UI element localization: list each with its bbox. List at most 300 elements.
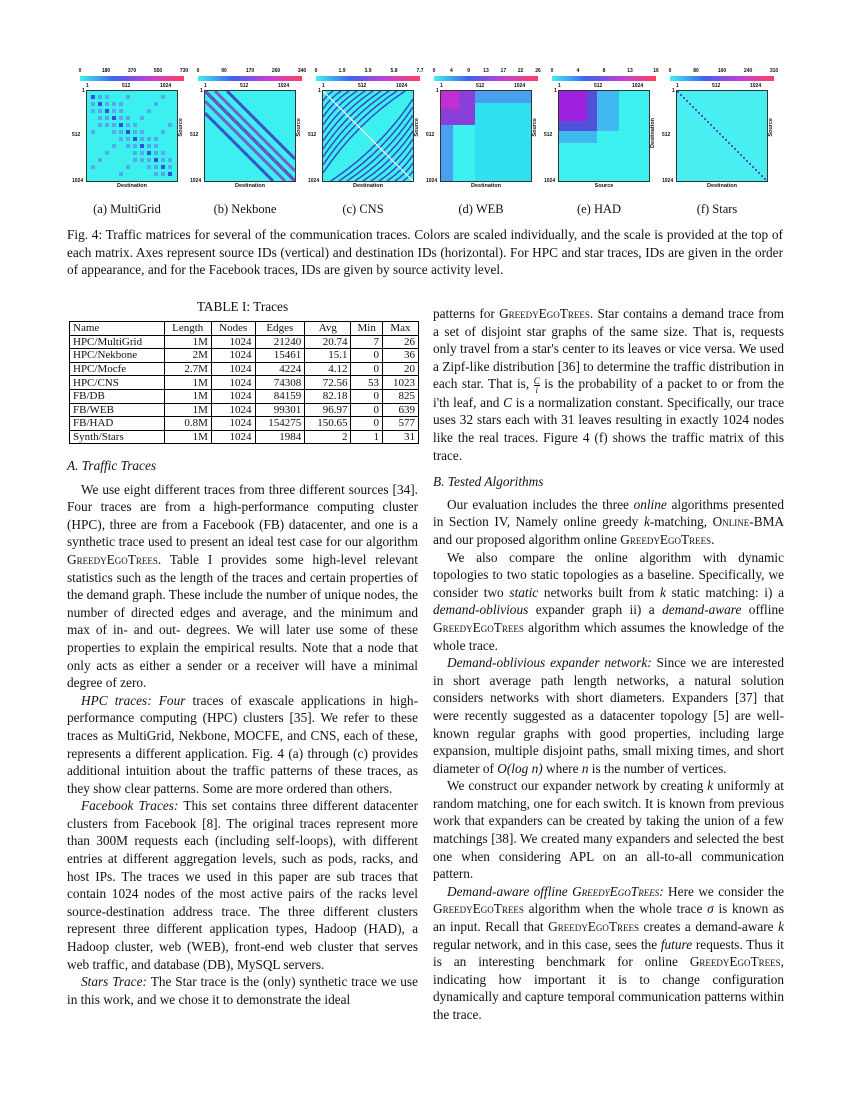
axis-tick-label: 1024: [72, 178, 84, 184]
text: regular network, and in this case, sees the: [433, 936, 661, 952]
colorbar-tick-label: 730: [179, 68, 189, 74]
paragraph-stars-continued: [433, 305, 784, 464]
axis-tick-label: 1: [318, 88, 321, 94]
text: static matching: i) a: [665, 584, 784, 600]
colorbar-tick-label: 16: [653, 68, 659, 74]
matrix-cell: [105, 109, 109, 113]
axis-tick-label: 1024: [544, 178, 556, 184]
math-symbol: σ: [707, 901, 714, 917]
run-in-heading: Demand-oblivious expander network:: [447, 655, 657, 671]
axis-tick-label: 1: [440, 83, 443, 89]
matrix-cell: [147, 165, 151, 169]
colorbar-tick-label: 180: [101, 68, 111, 74]
table-cell: 0: [351, 389, 382, 403]
colorbar: [314, 68, 424, 84]
matrix-cell: [728, 142, 730, 144]
table-cell: 82.18: [305, 389, 351, 403]
table-cell: 1M: [164, 403, 211, 417]
matrix-cell: [743, 157, 745, 159]
colorbar-tick-label: 240: [743, 68, 753, 74]
side-axis-label: Source: [296, 118, 302, 137]
axis-tick-label: 1: [436, 88, 439, 94]
matrix-cell: [168, 172, 172, 176]
column-header: Edges: [255, 322, 305, 336]
colorbar-tick-label: 3.9: [364, 68, 372, 74]
traffic-matrix-stars: [662, 68, 779, 196]
matrix-cell: [147, 158, 151, 162]
matrix-cell: [737, 151, 739, 153]
text: algorithm which assumes the knowledge of the whole trace.: [433, 619, 784, 653]
text: The Star trace is the (only) synthetic trace we use in this work, and we chose it to demonstrate the ideal: [67, 974, 418, 1007]
colorbar-tick-label: 4: [449, 68, 453, 74]
emphasis: future: [660, 936, 693, 952]
colorbar-tick-label: 13: [483, 68, 489, 74]
axis-tick-label: 1024: [396, 83, 408, 89]
axis-tick-label: 512: [72, 132, 81, 138]
math-symbol: k: [660, 584, 666, 600]
algorithm-name: GreedyEgoTrees: [548, 919, 639, 935]
bottom-axis-label: Destination: [353, 183, 383, 189]
colorbar-gradient: [80, 76, 184, 81]
algorithm-name: GreedyEgoTrees: [433, 619, 524, 635]
matrix-cell: [98, 102, 102, 106]
matrix-cell: [140, 130, 144, 134]
matrix-cell: [140, 116, 144, 120]
colorbar-tick-label: 9: [467, 68, 471, 74]
side-axis-label: Source: [178, 118, 184, 137]
matrix-cell: [140, 158, 144, 162]
traces-table: [69, 321, 419, 444]
algorithm-name: GreedyEgoTrees: [689, 954, 781, 970]
text: patterns for: [433, 306, 500, 321]
matrix-cell: [680, 94, 682, 96]
matrix-cell: [168, 158, 172, 162]
matrix-cell: [126, 95, 130, 99]
section-heading-tested-algorithms: B. Tested Algorithms: [433, 474, 544, 490]
column-header: Name: [70, 322, 165, 336]
matrix-cell: [161, 158, 165, 162]
table-cell: FB/HAD: [70, 417, 165, 431]
matrix-cell: [677, 91, 679, 93]
emphasis: online: [633, 496, 667, 512]
text: uniformly at random matching, one for each switch. It is known from previous work that expanders can be created by taking the union of a few matchings [38]. We created many expanders and selected the best one when considering APL on an all-to-all communication pattern.: [433, 778, 784, 882]
run-in-heading: Stars Trace:: [81, 974, 151, 990]
table-row: [70, 349, 419, 363]
table-cell: 1024: [211, 349, 255, 363]
axis-tick-label: 512: [712, 83, 721, 89]
colorbar-gradient: [316, 76, 420, 81]
matrix-cell: [154, 172, 158, 176]
matrix-cell: [707, 121, 709, 123]
matrix-cell: [725, 139, 727, 141]
table-cell: 1: [351, 430, 382, 444]
matrix-cell: [683, 97, 685, 99]
axis-tick-label: 1: [204, 83, 207, 89]
matrix-cell: [98, 116, 102, 120]
matrix-cell: [112, 102, 116, 106]
matrix-block: [441, 125, 453, 181]
colorbar-tick-label: 17: [500, 68, 507, 74]
subfigure-caption: (f) Stars: [696, 202, 738, 216]
matrix-cell: [168, 165, 172, 169]
axis-tick-label: 512: [122, 83, 131, 89]
table-row: [70, 417, 419, 431]
table-cell: 825: [382, 389, 418, 403]
matrix-cell: [112, 116, 116, 120]
table-cell: HPC/Nekbone: [70, 349, 165, 363]
table-cell: 31: [382, 430, 418, 444]
matrix-cell: [752, 166, 754, 168]
axis-tick-label: 1024: [514, 83, 526, 89]
colorbar-gradient: [434, 76, 538, 81]
matrix-block: [441, 91, 459, 109]
table-cell: HPC/Mocfe: [70, 362, 165, 376]
matrix-block: [559, 131, 597, 143]
algorithm-name: GreedyEgoTrees: [499, 306, 590, 321]
matrix-cell: [161, 151, 165, 155]
matrix-cell: [154, 158, 158, 162]
colorbar-tick-label: 26: [535, 68, 541, 74]
traffic-matrix-cns: [308, 68, 424, 196]
top-axis-labels: [668, 83, 776, 89]
bottom-axis-label: Destination: [471, 183, 501, 189]
matrix-cell: [119, 102, 123, 106]
table-row: [70, 403, 419, 417]
matrix-cell: [126, 165, 130, 169]
math-symbol: n: [581, 760, 589, 776]
matrix-cell: [154, 151, 158, 155]
colorbar-tick-label: 0: [432, 68, 436, 74]
text: We also compare the online algorithm with dynamic topologies to two static topologies as a baseline. Specifically, we consider two: [433, 549, 784, 600]
top-axis-labels: [196, 83, 304, 89]
axis-tick-label: 512: [476, 83, 485, 89]
math-symbol: k: [643, 514, 650, 530]
traffic-matrix-web: [426, 68, 541, 196]
section-heading-traffic-traces: A. Traffic Traces: [67, 458, 157, 473]
side-axis-label: Source: [768, 118, 774, 137]
table-cell: 74308: [255, 376, 305, 390]
colorbar: [550, 68, 659, 84]
paragraph-offline-greedyegotrees: [433, 883, 784, 1024]
matrix-cell: [119, 130, 123, 134]
matrix-cell: [147, 109, 151, 113]
matrix-cell: [722, 136, 724, 138]
table-row: [70, 376, 419, 390]
table-cell: 1024: [211, 403, 255, 417]
text: We construct our expander network by creating: [447, 778, 708, 794]
table-cell: 0: [351, 403, 382, 417]
colorbar-tick-label: 22: [517, 68, 524, 74]
math-expression: O(log n): [497, 760, 543, 776]
axis-tick-label: 512: [308, 132, 317, 138]
table-cell: 21240: [255, 335, 305, 349]
colorbar-tick-label: 260: [271, 68, 281, 74]
colorbar-gradient: [552, 76, 656, 81]
matrix-cell: [105, 151, 109, 155]
colorbar-tick-label: 90: [221, 68, 227, 74]
table-row: [70, 362, 419, 376]
figure-caption: Fig. 4: Traffic matrices for several of the communication traces. Colors are scaled individually, and the scale is provided at the top of each matrix. Axes represent source IDs (vertical) and destination IDs (horizontal). For HPC and star traces, IDs are given in the order of appearance, and for the Facebook traces, IDs are given by source activity level.: [67, 227, 783, 277]
matrix-cell: [105, 95, 109, 99]
matrix-cell: [91, 165, 95, 169]
colorbar-tick-label: 13: [627, 68, 633, 74]
table-row: [70, 430, 419, 444]
text: algorithm when the whole trace: [523, 901, 708, 917]
matrix-cell: [119, 137, 123, 141]
table-cell: 1024: [211, 430, 255, 444]
matrix-cell: [91, 130, 95, 134]
matrix-cell: [749, 163, 751, 165]
table-cell: 639: [382, 403, 418, 417]
colorbar-tick-label: 170: [245, 68, 255, 74]
matrix-cell: [154, 165, 158, 169]
heatmap-matrix: [676, 90, 768, 182]
column-header: Length: [164, 322, 211, 336]
matrix-block: [559, 91, 587, 121]
matrix-cell: [105, 116, 109, 120]
bottom-axis-label: Source: [594, 183, 614, 189]
matrix-cell: [161, 165, 165, 169]
table-cell: 99301: [255, 403, 305, 417]
table-cell: 1M: [164, 430, 211, 444]
table-cell: 1024: [211, 389, 255, 403]
table-cell: 1024: [211, 376, 255, 390]
axis-tick-label: 1: [200, 88, 203, 94]
fraction-denominator: i: [535, 384, 538, 395]
run-in-heading: Facebook Traces:: [81, 798, 184, 814]
matrix-cell: [698, 112, 700, 114]
axis-tick-label: 1024: [426, 178, 438, 184]
subfigure-caption: (c) CNS: [342, 202, 384, 216]
table-cell: 84159: [255, 389, 305, 403]
matrix-cell: [161, 95, 165, 99]
matrix-cell: [133, 130, 137, 134]
matrix-cell: [147, 144, 151, 148]
text: is the number of vertices.: [588, 760, 727, 776]
axis-tick-label: 1: [558, 83, 561, 89]
matrix-cell: [734, 148, 736, 150]
colorbar-tick-label: 5.8: [390, 68, 398, 74]
axis-tick-label: 1024: [278, 83, 290, 89]
paragraph-static-baselines: [433, 549, 784, 655]
table-cell: 1023: [382, 376, 418, 390]
matrix-cell: [98, 109, 102, 113]
table-cell: 36: [382, 349, 418, 363]
algorithm-name: GreedyEgoTrees: [572, 883, 660, 899]
text: Since we are interested in short average path length networks, a natural solution considers networks with short diameters. Expanders [37] that were recently suggested as a datacenter topology [5] are well-known regular graphs with good properties, including large expansion, multiple disjoint paths, small mixing times, and short diameter of: [433, 655, 784, 776]
matrix-cell: [91, 109, 95, 113]
table-cell: 72.56: [305, 376, 351, 390]
side-axis-label: Destination: [650, 118, 656, 148]
colorbar: [78, 68, 189, 84]
table-cell: 1024: [211, 362, 255, 376]
matrix-cell: [133, 158, 137, 162]
matrix-cell: [112, 109, 116, 113]
column-header: Avg: [305, 322, 351, 336]
colorbar-tick-label: 4: [576, 68, 580, 74]
matrix-cell: [758, 172, 760, 174]
paragraph-expander-network: [433, 654, 784, 777]
text: is known as an input. Recall that: [433, 901, 784, 935]
matrix-cell: [147, 151, 151, 155]
table-cell: FB/DB: [70, 389, 165, 403]
run-in-heading: HPC traces:: [81, 692, 159, 708]
top-axis-labels: [314, 83, 422, 89]
emphasis: static: [509, 584, 539, 600]
table-cell: 2M: [164, 349, 211, 363]
bottom-axis-label: Destination: [117, 183, 147, 189]
matrix-cell: [719, 133, 721, 135]
table-cell: 1024: [211, 417, 255, 431]
math-symbol: k: [778, 919, 784, 935]
traffic-matrix-nekbone: [190, 68, 307, 196]
matrix-cell: [161, 172, 165, 176]
colorbar-tick-label: 370: [127, 68, 137, 74]
matrix-cell: [168, 123, 172, 127]
text: networks built from: [538, 584, 661, 600]
matrix-cell: [98, 95, 102, 99]
colorbar-tick-label: 0: [550, 68, 554, 74]
colorbar-tick-label: 1.9: [338, 68, 346, 74]
column-header: Nodes: [211, 322, 255, 336]
axis-tick-label: 1: [554, 88, 557, 94]
matrix-cell: [119, 123, 123, 127]
axis-tick-label: 512: [190, 132, 199, 138]
colorbar-tick-label: 80: [693, 68, 699, 74]
matrix-cell: [154, 102, 158, 106]
run-in-heading: Demand-aware offline: [447, 883, 573, 899]
matrix-cell: [147, 137, 151, 141]
colorbar-tick-label: 160: [717, 68, 727, 74]
text: Our evaluation includes the three: [447, 496, 634, 512]
matrix-cell: [140, 137, 144, 141]
matrix-cell: [713, 127, 715, 129]
top-axis-labels: [432, 83, 540, 89]
colorbar-tick-label: 0: [78, 68, 82, 74]
table-body: [70, 335, 419, 444]
matrix-cell: [154, 144, 158, 148]
bottom-axis-label: Destination: [235, 183, 265, 189]
matrix-cell: [126, 123, 130, 127]
table-cell: 96.97: [305, 403, 351, 417]
text: is the probability of a packet to or from the i'th leaf, and: [433, 376, 785, 410]
text: traces of exascale applications in high-performance computing (HPC) clusters [35]. We refer to these traces as MultiGrid, Nekbone, MOCFE, and CNS, each of these, represents a different application. Fig. 4 (a) through (c) provides additional intuition about the traffic patterns of these traces, as they show clear patterns. Some are more ordered than others.: [67, 692, 418, 796]
matrix-cell: [761, 175, 763, 177]
table-cell: 2.7M: [164, 362, 211, 376]
axis-tick-label: 512: [662, 132, 671, 138]
matrix-cell: [98, 123, 102, 127]
matrix-cell: [686, 100, 688, 102]
colorbar-tick-label: 0: [196, 68, 200, 74]
matrix-cell: [119, 109, 123, 113]
table-cell: 150.65: [305, 417, 351, 431]
matrix-cell: [133, 151, 137, 155]
text: offline: [741, 602, 784, 618]
subfigure-caption: (a) MultiGrid: [93, 202, 161, 216]
paragraph-stars-trace: [67, 973, 418, 1008]
text: :: [659, 883, 664, 899]
table-cell: 1M: [164, 335, 211, 349]
colorbar-tick-label: 8: [602, 68, 606, 74]
text: and our proposed algorithm online: [433, 531, 621, 547]
text: Here we consider the: [663, 883, 784, 899]
right-column: [433, 305, 784, 1024]
matrix-cell: [112, 123, 116, 127]
table-cell: 1024: [211, 335, 255, 349]
axis-tick-label: 1024: [662, 178, 674, 184]
fraction-numerator: C: [533, 375, 540, 386]
algorithm-name: GreedyEgoTrees: [620, 531, 712, 547]
paragraph-evaluation: [433, 496, 784, 549]
axis-tick-label: 1: [676, 83, 679, 89]
table-cell: 4224: [255, 362, 305, 376]
text: requests. Thus it is an interesting benchmark for online: [433, 936, 784, 970]
colorbar-gradient: [198, 76, 302, 81]
table-cell: 20.74: [305, 335, 351, 349]
matrix-cell: [105, 102, 109, 106]
table-caption: TABLE I: Traces: [196, 299, 289, 314]
colorbar: [668, 68, 779, 84]
matrix-cell: [140, 144, 144, 148]
text: , indicating how important it is to change configuration dynamically and capture temporal communication patterns within the trace.: [433, 954, 784, 1023]
axis-tick-label: 1024: [750, 83, 762, 89]
table-cell: 20: [382, 362, 418, 376]
matrix-cell: [119, 116, 123, 120]
text: expander graph ii) a: [528, 602, 663, 618]
matrix-cell: [695, 109, 697, 111]
table-cell: Synth/Stars: [70, 430, 165, 444]
axis-tick-label: 1024: [190, 178, 202, 184]
axis-tick-label: 512: [544, 132, 553, 138]
math-symbol: C: [503, 394, 512, 410]
table-cell: 2: [305, 430, 351, 444]
axis-tick-label: 1024: [308, 178, 320, 184]
algorithm-name: GreedyEgoTrees: [67, 551, 158, 567]
matrix-cell: [692, 106, 694, 108]
matrix-cell: [98, 158, 102, 162]
matrix-cell: [689, 103, 691, 105]
heatmap-matrix: [558, 90, 650, 182]
table-row: [70, 335, 419, 349]
matrix-cell: [716, 130, 718, 132]
table-cell: 15461: [255, 349, 305, 363]
matrix-block: [475, 103, 531, 181]
matrix-cell: [119, 172, 123, 176]
emphasis: Four: [158, 692, 186, 708]
matrix-cell: [731, 145, 733, 147]
table-cell: 1984: [255, 430, 305, 444]
emphasis: demand-oblivious: [433, 602, 529, 618]
axis-tick-label: 1: [86, 83, 89, 89]
text: algorithms presented in Section IV, Namely online greedy: [433, 496, 784, 530]
matrix-cell: [133, 144, 137, 148]
matrix-cell: [126, 144, 130, 148]
top-axis-labels: [550, 83, 658, 89]
table-cell: 1M: [164, 389, 211, 403]
colorbar-tick-label: 340: [297, 68, 307, 74]
matrix-block: [475, 91, 531, 103]
subfigure-caption: (e) HAD: [576, 202, 622, 216]
table-cell: HPC/CNS: [70, 376, 165, 390]
table-row: [70, 389, 419, 403]
axis-tick-label: 512: [240, 83, 249, 89]
colorbar-tick-label: 7.7: [416, 68, 424, 74]
matrix-cell: [704, 118, 706, 120]
subfigure-caption: (d) WEB: [458, 202, 504, 216]
matrix-cell: [133, 137, 137, 141]
colorbar-tick-label: 310: [769, 68, 779, 74]
table-cell: 53: [351, 376, 382, 390]
